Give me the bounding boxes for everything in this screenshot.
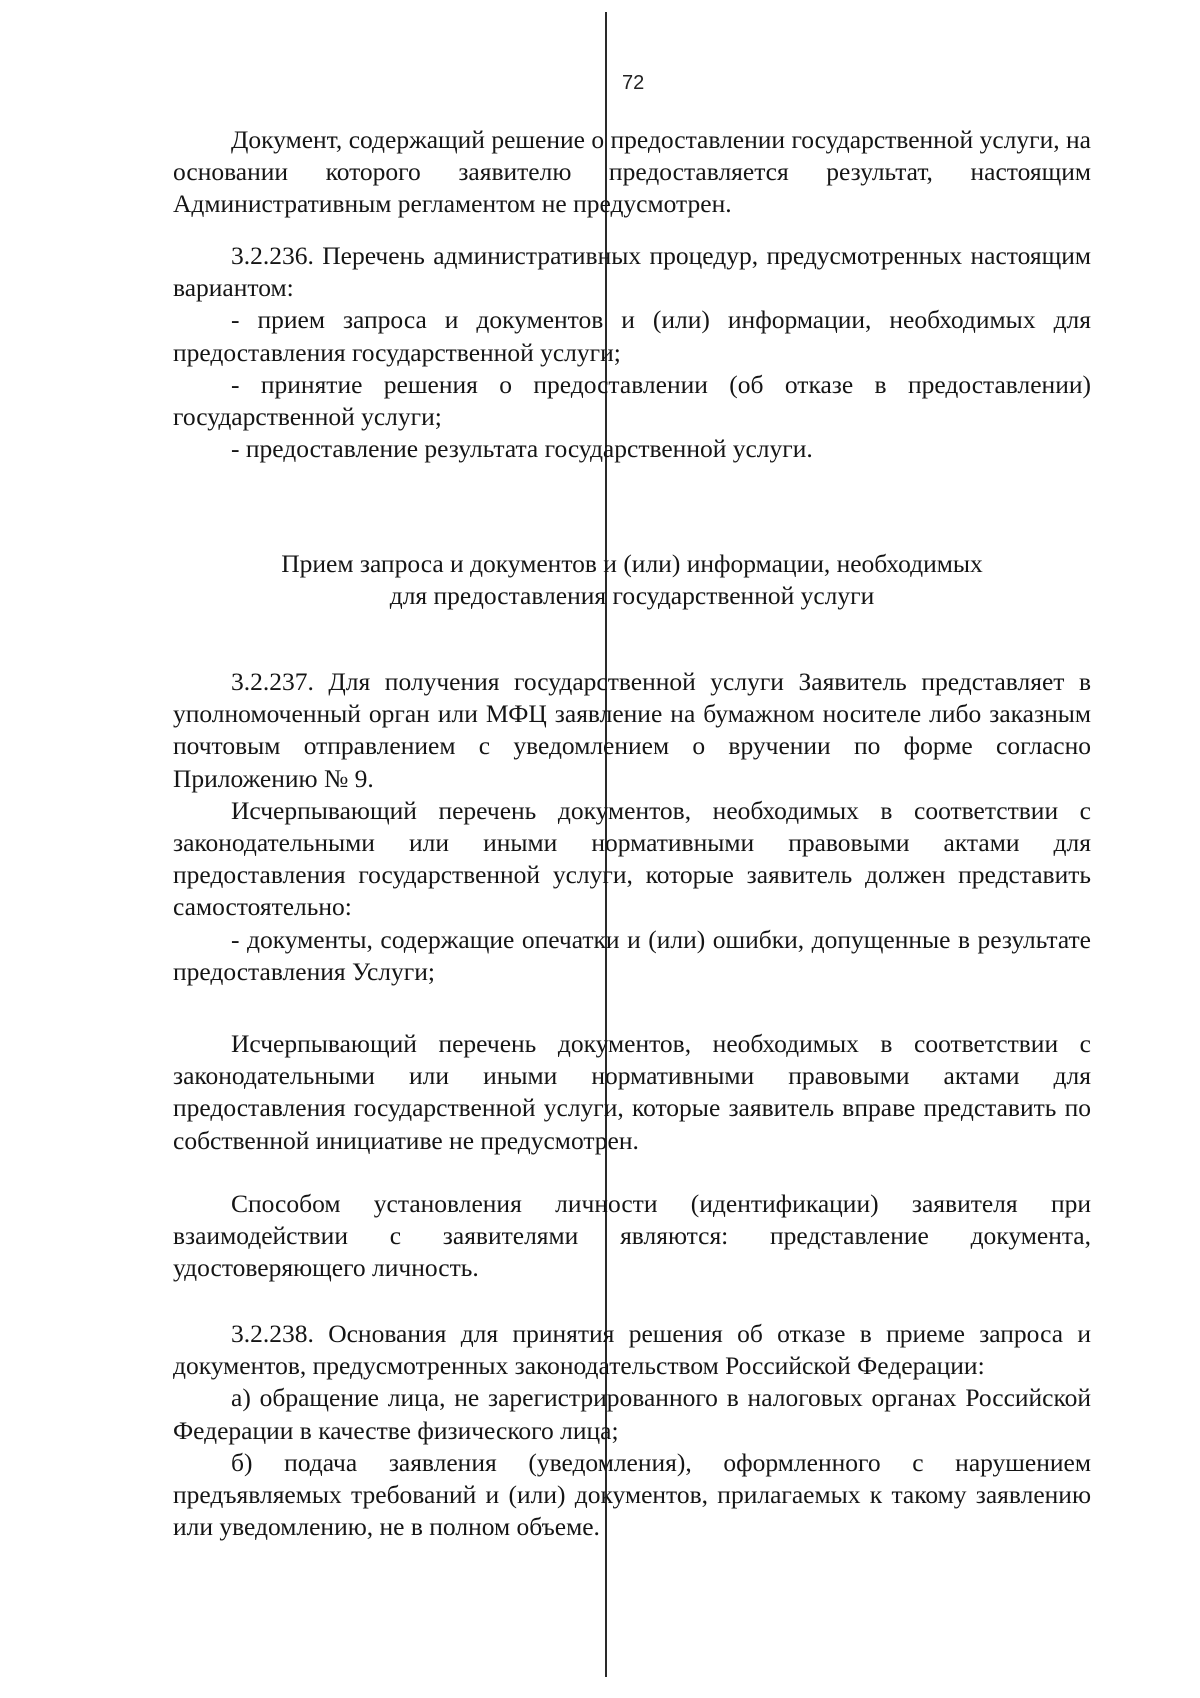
list-item: а) обращение лица, не зарегистрированного в налоговых органах Российской Федерации в качестве физического лица;	[173, 1383, 1091, 1445]
section-3-2-238	[173, 1318, 1091, 1543]
section-identification	[173, 1188, 1091, 1285]
paragraph: 3.2.238. Основания для принятия решения об отказе в приеме запроса и документов, предусмотренных законодательством Российской Федерации:	[173, 1319, 1091, 1381]
list-item: - документы, содержащие опечатки и (или) ошибки, допущенные в результате предоставления Услуги;	[173, 924, 1091, 986]
paragraph: Исчерпывающий перечень документов, необходимых в соответствии с законодательными или иными нормативными правовыми актами для предоставления государственной услуги, которые заявитель вправе представить по собственной инициативе не предусмотрен.	[173, 1029, 1091, 1155]
list-item: - предоставление результата государственной услуги.	[231, 434, 813, 464]
section-3-2-237	[173, 666, 1091, 988]
list-item: - принятие решения о предоставлении (об отказе в предоставлении) государственной услуги;	[173, 369, 1091, 432]
list-item: б) подача заявления (уведомления), оформленного с нарушением предъявляемых требований и (или) документов, прилагаемых к такому заявлению или уведомлению, не в полном объеме.	[173, 1447, 1091, 1542]
section-optional-documents	[173, 1028, 1091, 1157]
section-3-2-236	[173, 240, 1091, 465]
paragraph: Способом установления личности (идентификации) заявителя при взаимодействии с заявителями являются: представление документа, удостоверяющего личность.	[173, 1189, 1091, 1283]
section-result-document	[173, 124, 1091, 221]
heading-line: Прием запроса и документов и (или) информации, необходимых	[281, 549, 983, 578]
paragraph: Документ, содержащий решение о предоставлении государственной услуги, на основании которого заявителю предоставляется результат, настоящим Административным регламентом не предусмотрен.	[173, 125, 1091, 219]
section-heading	[173, 548, 1091, 612]
paragraph: 3.2.237. Для получения государственной услуги Заявитель представляет в уполномоченный орган или МФЦ заявление на бумажном носителе либо заказным почтовым отправлением с уведомлением о вручении по форме согласно Приложению № 9.	[173, 667, 1091, 793]
page-number: 72	[622, 72, 645, 94]
paragraph: 3.2.236. Перечень административных процедур, предусмотренных настоящим вариантом:	[173, 241, 1091, 303]
heading-line: для предоставления государственной услуги	[389, 581, 875, 611]
paragraph: Исчерпывающий перечень документов, необходимых в соответствии с законодательными или иными нормативными правовыми актами для предоставления государственной услуги, которые заявитель должен представить самостоятельно:	[173, 795, 1091, 922]
list-item: - прием запроса и документов и (или) информации, необходимых для предоставления государственной услуги;	[173, 305, 1091, 367]
